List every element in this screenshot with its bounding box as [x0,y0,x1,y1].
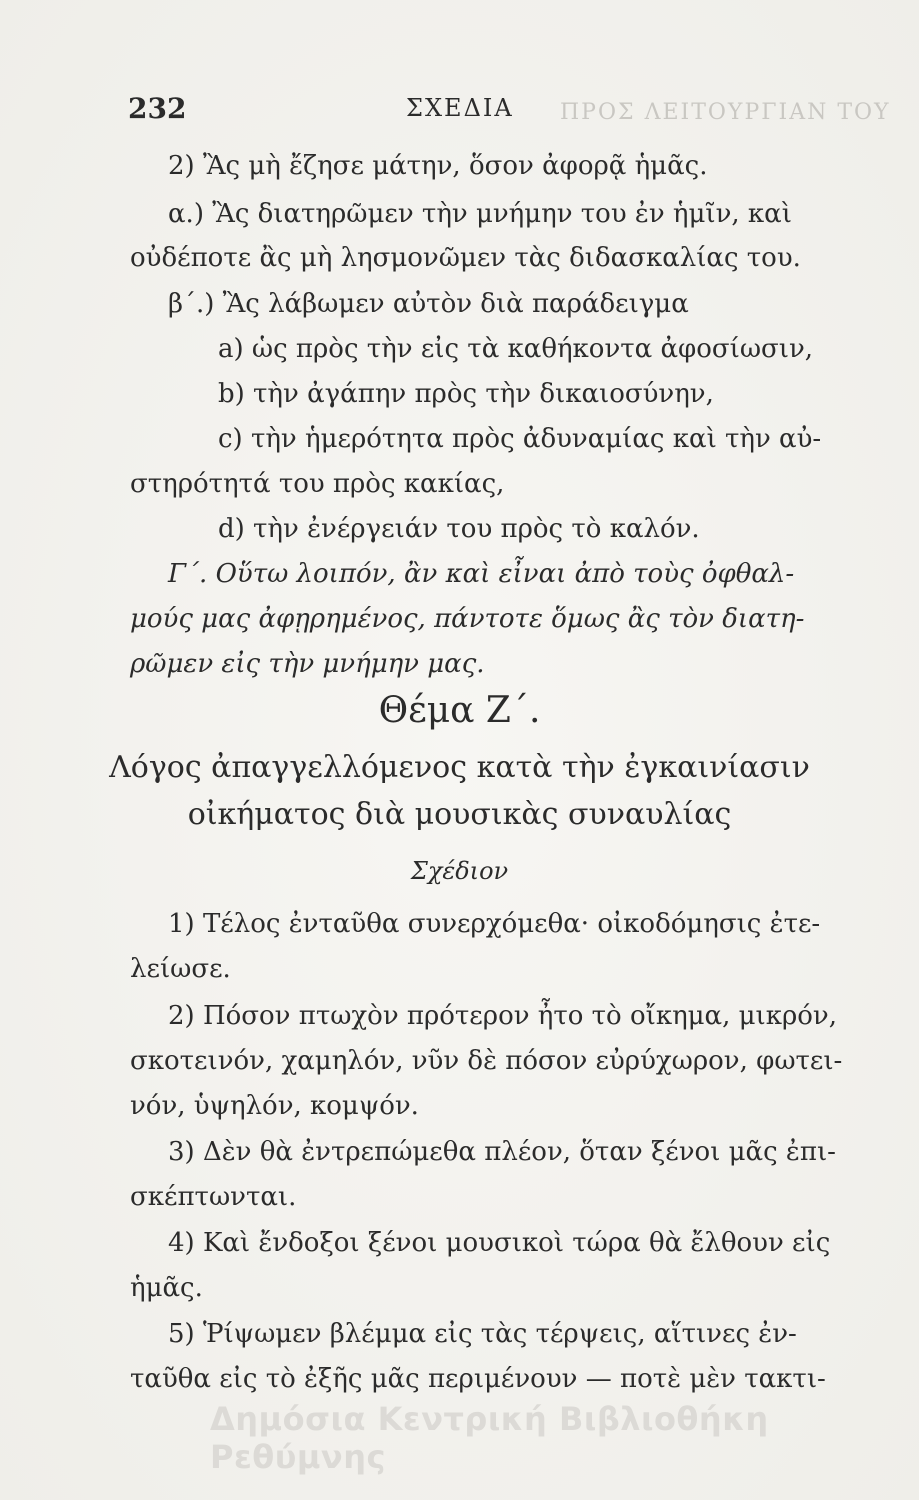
schedule-line: 5) Ῥίψωμεν βλέμμα εἰς τὰς τέρψεις, αἵτινες ἐν- [168,1319,797,1349]
text-line: 2) Ἂς μὴ ἔζησε μάτην, ὅσον ἀφορᾷ ἡμᾶς. [168,151,708,181]
schedule-title: Σχέδιον [410,857,509,885]
text-line: d) τὴν ἐνέργειάν του πρὸς τὸ καλόν. [218,514,700,544]
speech-title-line: οἰκήματος διὰ μουσικὰς συναυλίας [187,797,732,832]
text-line: ρῶμεν εἰς τὴν μνήμην μας. [130,649,485,679]
text-line: α.) Ἂς διατηρῶμεν τὴν μνήμην του ἐν ἡμῖν, καὶ [168,199,792,229]
schedule-line: 2) Πόσον πτωχὸν πρότερον ἦτο τὸ οἴκημα, μικρόν, [168,1001,837,1031]
running-head: ΣΧΕΔΙΑ [406,94,514,122]
speech-title-line: Λόγος ἀπαγγελλόμενος κατὰ τὴν ἐγκαινίασιν [109,750,810,785]
library-watermark: Δημόσια Κεντρική Βιβλιοθήκη Ρεθύμνης [210,1400,769,1476]
text-line: οὐδέποτε ἂς μὴ λησμονῶμεν τὰς διδασκαλίας του. [130,243,801,273]
schedule-line: ἡμᾶς. [130,1273,203,1303]
schedule-line: νόν, ὑψηλόν, κομψόν. [130,1091,419,1121]
text-line: μούς μας ἀφῃρημένος, πάντοτε ὅμως ἂς τὸν διατη- [130,604,805,634]
schedule-line: λείωσε. [130,954,231,984]
theme-title: Θέμα Ζ΄. [378,690,541,731]
page-number: 232 [128,92,187,125]
text-line: b) τὴν ἀγάπην πρὸς τὴν δικαιοσύνην, [218,379,714,409]
schedule-line: 4) Καὶ ἔνδοξοι ξένοι μουσικοὶ τώρα θὰ ἔλθουν εἰς [168,1228,831,1258]
schedule-line: σκέπτωνται. [130,1182,297,1212]
bleed-through-text: ΠΡΟΣ ΛΕΙΤΟΥΡΓΙΑΝ ΤΟΥ [560,100,891,125]
text-line: a) ὡς πρὸς τὴν εἰς τὰ καθήκοντα ἀφοσίωσιν, [218,334,814,364]
schedule-line: ταῦθα εἰς τὸ ἐξῆς μᾶς περιμένουν — ποτὲ μὲν τακτι- [130,1364,826,1394]
schedule-line: 3) Δὲν θὰ ἐντρεπώμεθα πλέον, ὅταν ξένοι μᾶς ἐπι- [168,1137,836,1167]
schedule-line: 1) Τέλος ἐνταῦθα συνερχόμεθα· οἰκοδόμησις ἐτε- [168,909,821,939]
text-line: c) τὴν ἡμερότητα πρὸς ἀδυναμίας καὶ τὴν αὐ- [218,424,822,454]
text-line: β΄.) Ἂς λάβωμεν αὐτὸν διὰ παράδειγμα [168,289,689,319]
schedule-line: σκοτεινόν, χαμηλόν, νῦν δὲ πόσον εὐρύχωρον, φωτει- [130,1046,843,1076]
text-line: Γ΄. Οὕτω λοιπόν, ἂν καὶ εἶναι ἀπὸ τοὺς ὀφθαλ- [168,559,795,589]
page-header [128,92,859,132]
text-line: στηρότητά του πρὸς κακίας, [130,469,505,499]
